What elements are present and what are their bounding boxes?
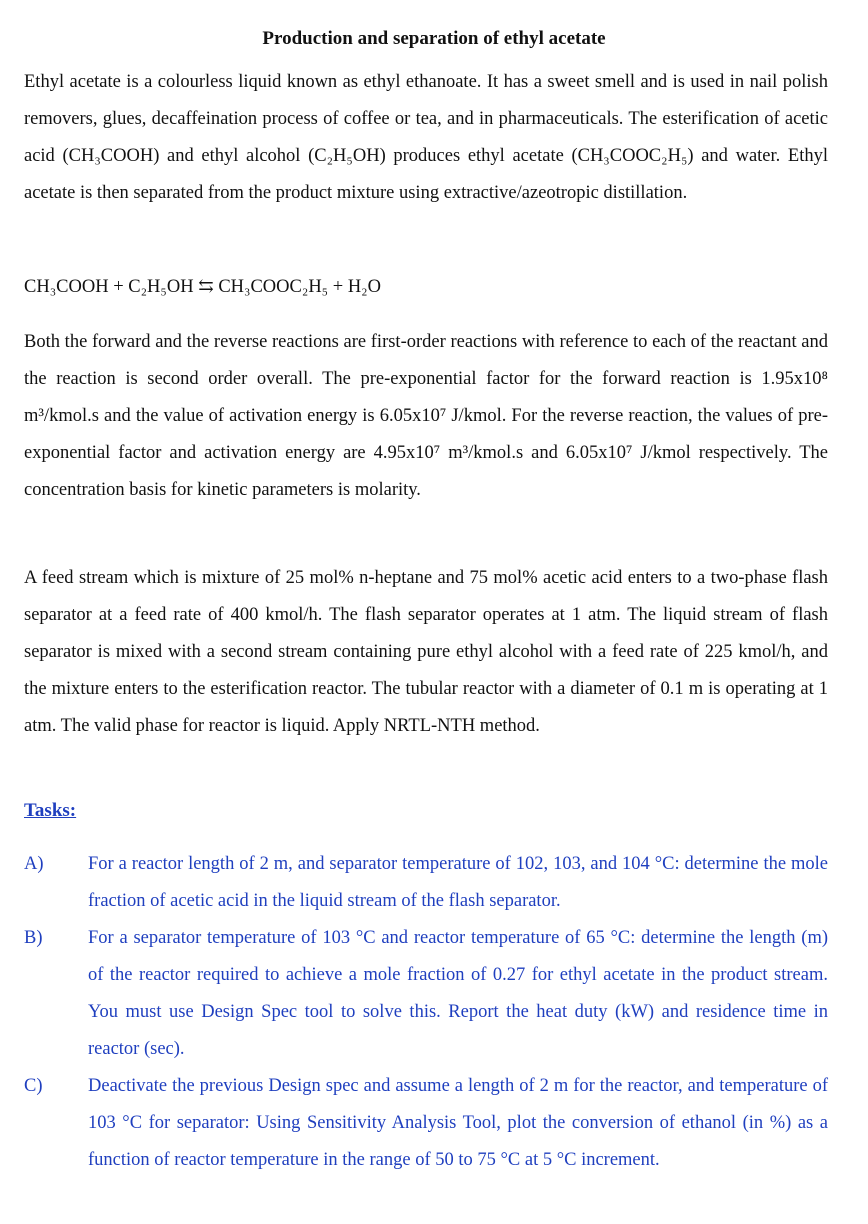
task-text: Deactivate the previous Design spec and assume a length of 2 m for the reactor, and temperature of 103 °C for separator: Using Sensitivity Analysis Tool, plot the conversion of ethanol (in %) as a function of reactor temperature in the range of 50 to 75 °C at 5 °C increment. [88,1076,828,1170]
process-paragraph: A feed stream which is mixture of 25 mol% n-heptane and 75 mol% acetic acid enters to a two-phase flash separator at a feed rate of 400 kmol/h. The flash separator operates at 1 atm. The liquid stream of flash separator is mixed with a second stream containing pure ethyl alcohol with a feed rate of 225 kmol/h, and the mixture enters to the esterification reactor. The tubular reactor with a diameter of 0.1 m is operating at 1 atm. The valid phase for reactor is liquid. Apply NRTL-NTH method. [24,568,828,736]
page-title: Production and separation of ethyl acetate [262,28,606,49]
task-label: C) [24,1076,43,1096]
intro-paragraph: Ethyl acetate is a colourless liquid known as ethyl ethanoate. It has a sweet smell and is used in nail polish removers, glues, decaffeination process of coffee or tea, and in pharmaceuticals. The esterification of acetic acid (CH₃COOH) and ethyl alcohol (C₂H₅OH) produces ethyl acetate (CH₃COOC₂H₅) and water. Ethyl acetate is then separated from the product mixture using extractive/azeotropic distillation. [24,72,828,203]
task-c [24,1068,828,1179]
tasks-heading: Tasks: [24,800,77,821]
task-b [24,920,828,1068]
task-a [24,846,828,920]
task-text: For a reactor length of 2 m, and separator temperature of 102, 103, and 104 °C: determine the mole fraction of acetic acid in the liquid stream of the flash separator. [88,854,828,911]
task-text: For a separator temperature of 103 °C and reactor temperature of 65 °C: determine the length (m) of the reactor required to achieve a mole fraction of 0.27 for ethyl acetate in the product stream. You must use Design Spec tool to solve this. Report the heat duty (kW) and residence time in reactor (sec). [88,928,828,1059]
task-label: B) [24,928,43,948]
task-label: A) [24,854,44,874]
reaction-equation: CH₃COOH + C₂H₅OH ⇆ CH₃COOC₂H₅ + H₂O [24,277,381,297]
kinetics-paragraph: Both the forward and the reverse reactions are first-order reactions with reference to each of the reactant and the reaction is second order overall. The pre-exponential factor for the forward reaction is 1.95x10⁸ m³/kmol.s and the value of activation energy is 6.05x10⁷ J/kmol. For the reverse reaction, the values of pre-exponential factor and activation energy are 4.95x10⁷ m³/kmol.s and 6.05x10⁷ J/kmol respectively. The concentration basis for kinetic parameters is molarity. [24,332,828,500]
